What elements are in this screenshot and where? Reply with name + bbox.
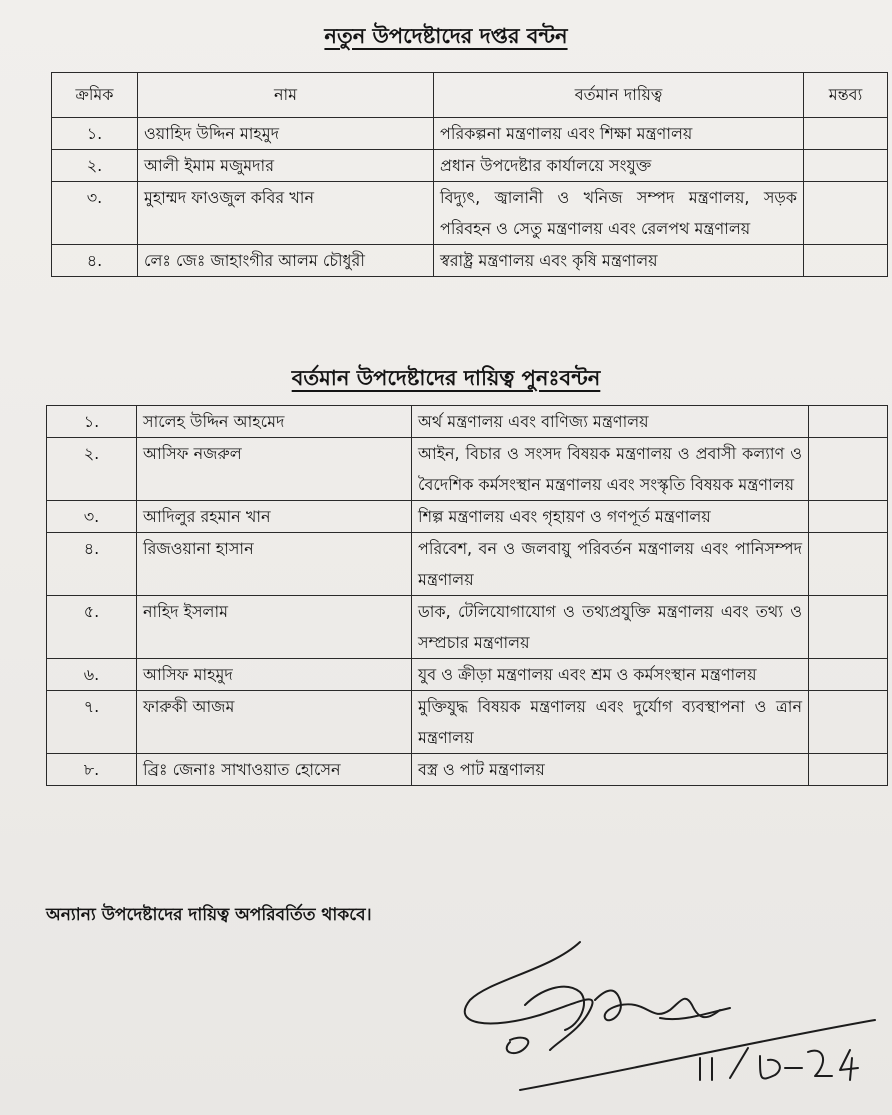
heading-new-advisers: নতুন উপদেষ্টাদের দপ্তর বন্টন [324,24,568,48]
cell-remark [809,754,888,786]
cell-remark [804,182,888,245]
table-row [47,596,888,659]
cell-duty: পরিবেশ, বন ও জলবায়ু পরিবর্তন মন্ত্রণালয় এবং পানিসম্পদ মন্ত্রণালয় [412,533,809,596]
cell-remark [804,245,888,277]
header-name: নাম [138,73,434,118]
cell-serial: ৩. [52,182,138,245]
table-row [47,501,888,533]
table-row [52,245,888,277]
table-header-row [52,73,888,118]
cell-name: ফারুকী আজম [137,691,412,754]
table-row [47,691,888,754]
cell-remark [809,691,888,754]
cell-serial: ১. [47,406,137,438]
table-row [52,182,888,245]
cell-serial: ৪. [47,533,137,596]
cell-name: আসিফ নজরুল [137,438,412,501]
cell-remark [809,533,888,596]
cell-remark [809,659,888,691]
cell-duty: বস্ত্র ও পাট মন্ত্রণালয় [412,754,809,786]
cell-name: ব্রিঃ জেনাঃ সাখাওয়াত হোসেন [137,754,412,786]
cell-duty: অর্থ মন্ত্রণালয় এবং বাণিজ্য মন্ত্রণালয় [412,406,809,438]
cell-name: আসিফ মাহমুদ [137,659,412,691]
cell-remark [809,438,888,501]
cell-name: রিজওয়ানা হাসান [137,533,412,596]
table-row [47,533,888,596]
table-row [47,659,888,691]
table-row [47,438,888,501]
header-duty: বর্তমান দায়িত্ব [434,73,804,118]
table-row [52,118,888,150]
cell-name: ওয়াহিদ উদ্দিন মাহমুদ [138,118,434,150]
cell-serial: ৫. [47,596,137,659]
cell-name: নাহিদ ইসলাম [137,596,412,659]
cell-serial: ৬. [47,659,137,691]
cell-duty: আইন, বিচার ও সংসদ বিষয়ক মন্ত্রণালয় ও প্রবাসী কল্যাণ ও বৈদেশিক কর্মসংস্থান মন্ত্রণালয় এবং সংস্কৃতি বিষয়ক মন্ত্রণালয় [412,438,809,501]
cell-serial: ২. [47,438,137,501]
cell-serial: ৪. [52,245,138,277]
cell-serial: ৩. [47,501,137,533]
cell-serial: ৮. [47,754,137,786]
cell-serial: ১. [52,118,138,150]
cell-name: লেঃ জেঃ জাহাংগীর আলম চৌধুরী [138,245,434,277]
header-remark: মন্তব্য [804,73,888,118]
cell-remark [809,596,888,659]
cell-name: সালেহ উদ্দিন আহমেদ [137,406,412,438]
handwritten-signature [430,930,880,1100]
cell-remark [809,501,888,533]
table-row [47,754,888,786]
cell-duty: শিল্প মন্ত্রণালয় এবং গৃহায়ণ ও গণপূর্ত মন্ত্রণালয় [412,501,809,533]
footer-note: অন্যান্য উপদেষ্টাদের দায়িত্ব অপরিবর্তিত থাকবে। [46,905,372,925]
cell-duty: যুব ও ক্রীড়া মন্ত্রণালয় এবং শ্রম ও কর্মসংস্থান মন্ত্রণালয় [412,659,809,691]
cell-duty: বিদ্যুৎ, জ্বালানী ও খনিজ সম্পদ মন্ত্রণালয়, সড়ক পরিবহন ও সেতু মন্ত্রণালয় এবং রেলপথ মন্ত্রণালয় [434,182,804,245]
cell-name: আলী ইমাম মজুমদার [138,150,434,182]
cell-name: মুহাম্মদ ফাওজুল কবির খান [138,182,434,245]
table-reallocation [46,405,888,786]
cell-name: আদিলুর রহমান খান [137,501,412,533]
cell-duty: পরিকল্পনা মন্ত্রণালয় এবং শিক্ষা মন্ত্রণালয় [434,118,804,150]
cell-duty: স্বরাষ্ট্র মন্ত্রণালয় এবং কৃষি মন্ত্রণালয় [434,245,804,277]
table-row [47,406,888,438]
cell-serial: ২. [52,150,138,182]
heading-reallocation: বর্তমান উপদেষ্টাদের দায়িত্ব পুনঃবন্টন [291,366,601,390]
cell-duty: ডাক, টেলিযোগাযোগ ও তথ্যপ্রযুক্তি মন্ত্রণালয় এবং তথ্য ও সম্প্রচার মন্ত্রণালয় [412,596,809,659]
table-row [52,150,888,182]
cell-remark [809,406,888,438]
cell-remark [804,150,888,182]
cell-serial: ৭. [47,691,137,754]
table-new-advisers [51,72,888,277]
cell-remark [804,118,888,150]
cell-duty: প্রধান উপদেষ্টার কার্যালয়ে সংযুক্ত [434,150,804,182]
header-serial: ক্রমিক [52,73,138,118]
cell-duty: মুক্তিযুদ্ধ বিষয়ক মন্ত্রণালয় এবং দুর্যোগ ব্যবস্থাপনা ও ত্রান মন্ত্রণালয় [412,691,809,754]
